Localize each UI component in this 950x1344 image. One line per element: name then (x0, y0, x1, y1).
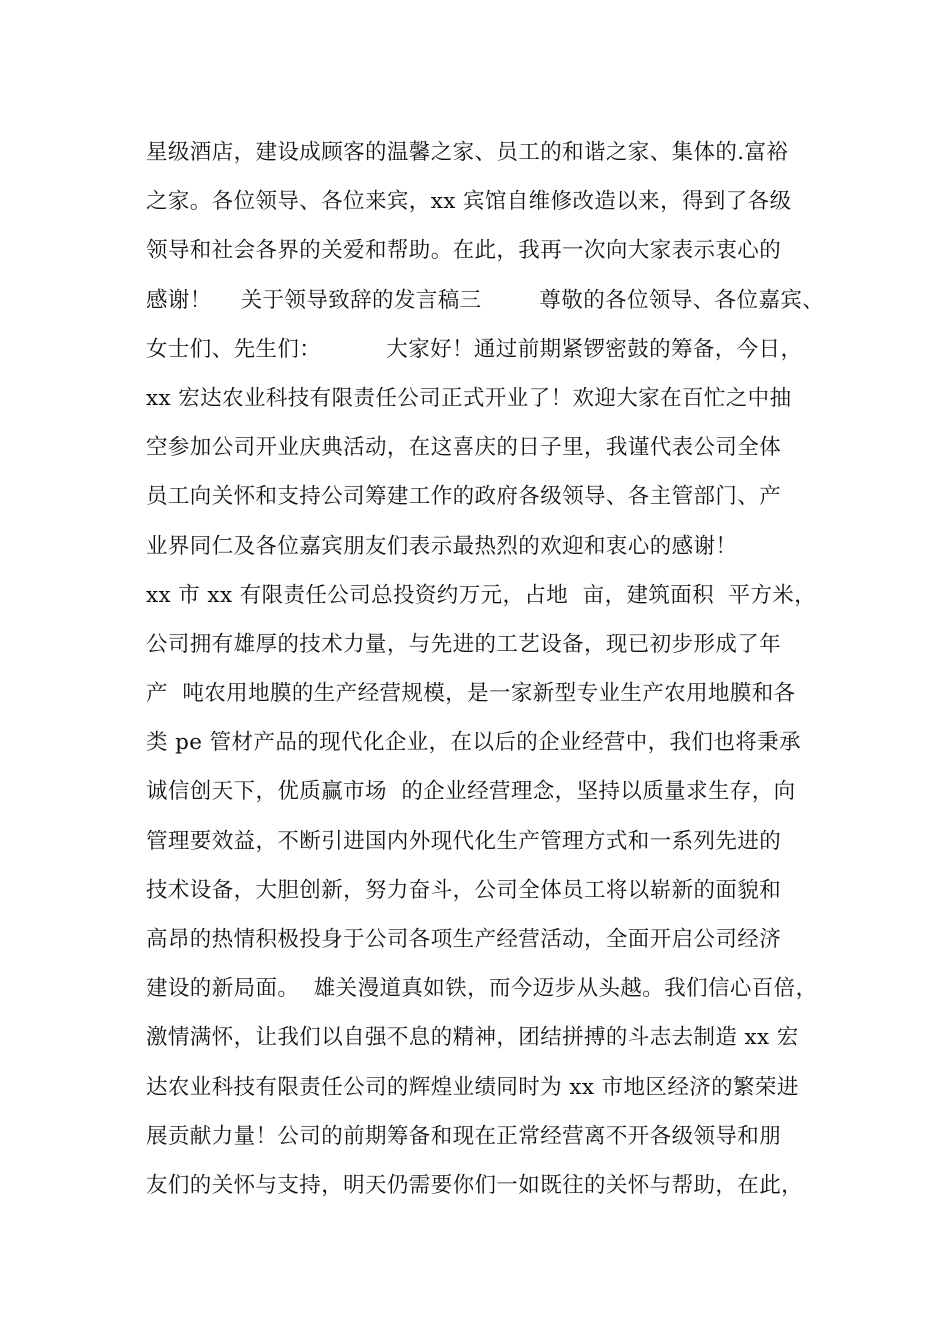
text-line: 技术设备，大胆创新，努力奋斗，公司全体员工将以崭新的面貌和 (146, 877, 782, 903)
text-line: 高昂的热情积极投身于公司各项生产经营活动，全面开启公司经济 (146, 927, 782, 952)
text-line: 之家。各位领导、各位来宾，xx 宾馆自维修改造以来，得到了各级 (146, 189, 792, 215)
text-line: 公司拥有雄厚的技术力量，与先进的工艺设备，现已初步形成了年 (146, 631, 782, 657)
text-line: 星级酒店，建设成顾客的温馨之家、员工的和谐之家、集体的.富裕 (146, 140, 789, 165)
text-line: 业界同仁及各位嘉宾朋友们表示最热烈的欢迎和衷心的感谢！ (146, 533, 738, 559)
text-line: xx 宏达农业科技有限责任公司正式开业了！欢迎大家在百忙之中抽 (146, 385, 792, 411)
text-line: 空参加公司开业庆典活动，在这喜庆的日子里，我谨代表公司全体 (146, 435, 782, 461)
text-line: 激情满怀，让我们以自强不息的精神，团结拼搏的斗志去制造 xx 宏 (146, 1025, 799, 1051)
text-line: 建设的新局面。 雄关漫道真如铁，而今迈步从头越。我们信心百倍， (146, 976, 818, 1002)
text-line: 达农业科技有限责任公司的辉煌业绩同时为 xx 市地区经济的繁荣进 (146, 1074, 799, 1100)
text-line: 管理要效益，不断引进国内外现代化生产管理方式和一系列先进的 (146, 828, 782, 854)
text-line: 诚信创天下，优质赢市场 的企业经营理念，坚持以质量求生存，向 (146, 779, 796, 805)
text-line: xx 市 xx 有限责任公司总投资约万元，占地 亩，建筑面积 平方米， (146, 582, 817, 608)
text-line: 展贡献力量！公司的前期筹备和现在正常经营离不开各级领导和朋 (146, 1123, 782, 1149)
text-line: 友们的关怀与支持，明天仍需要你们一如既往的关怀与帮助，在此， (146, 1172, 804, 1198)
body-text (146, 128, 846, 1210)
text-line: 产 吨农用地膜的生产经营规模，是一家新型专业生产农用地膜和各 (146, 681, 796, 707)
text-line: 领导和社会各界的关爱和帮助。在此，我再一次向大家表示衷心的 (146, 238, 782, 264)
text-line: 女士们、先生们： 大家好！通过前期紧锣密鼓的筹备，今日， (146, 336, 803, 362)
text-line: 员工向关怀和支持公司筹建工作的政府各级领导、各主管部门、产 (146, 484, 782, 510)
text-line: 感谢！ 关于领导致辞的发言稿三 尊敬的各位领导、各位嘉宾、 (146, 287, 825, 313)
text-line: 类 pe 管材产品的现代化企业，在以后的企业经营中，我们也将秉承 (146, 730, 801, 756)
